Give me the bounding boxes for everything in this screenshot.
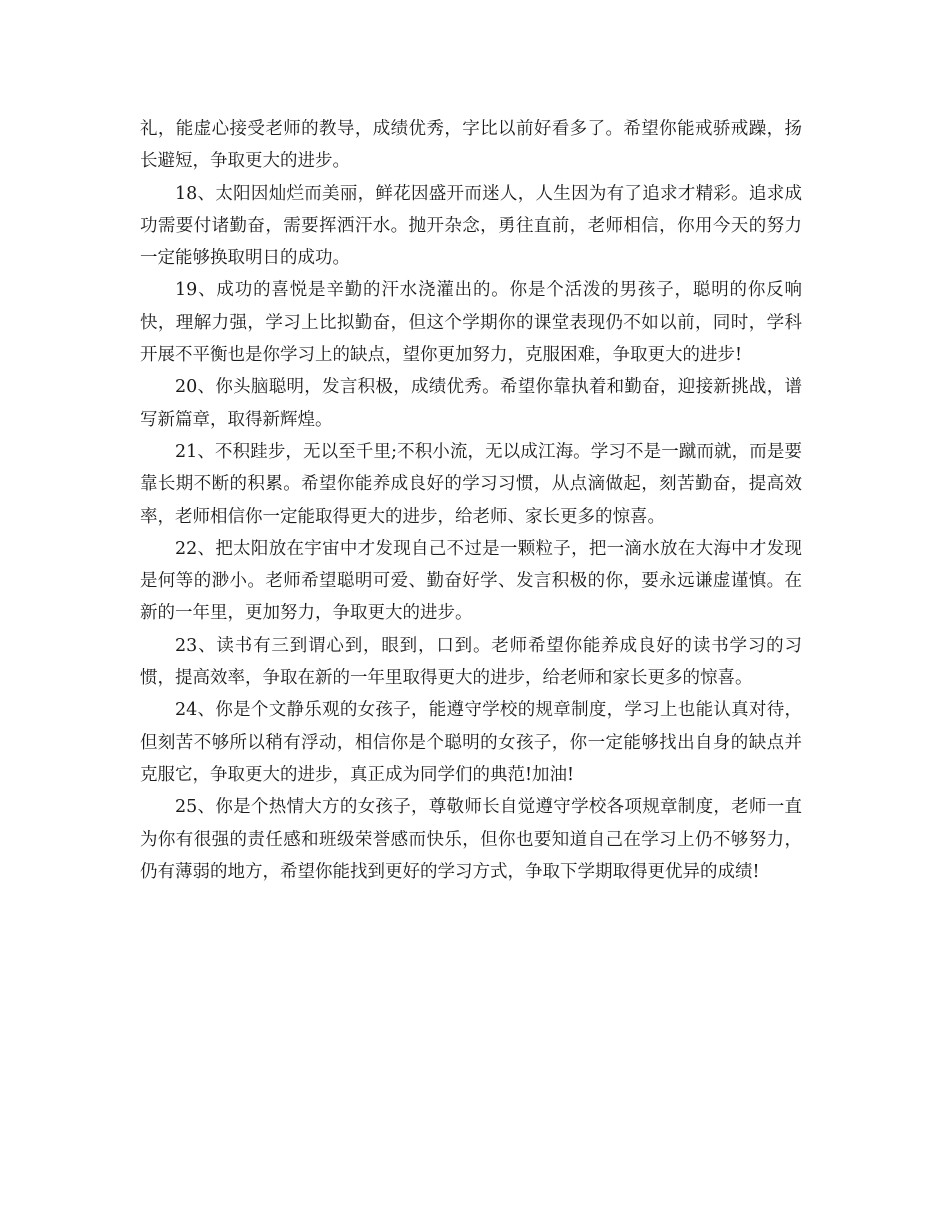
paragraph-continuation: 礼，能虚心接受老师的教导，成绩优秀，字比以前好看多了。希望你能戒骄戒躁，扬长避短，争取更大的进步。: [140, 119, 802, 172]
paragraph-20: 20、你头脑聪明，发言积极，成绩优秀。希望你靠执着和勤奋，迎接新挑战，谱写新篇章，取得新辉煌。: [140, 377, 802, 430]
paragraph-25: 25、你是个热情大方的女孩子，尊敬师长自觉遵守学校各项规章制度，老师一直为你有很强的责任感和班级荣誉感而快乐，但你也要知道自己在学习上仍不够努力，仍有薄弱的地方，希望你能找到更好的学习方式，争取下学期取得更优异的成绩!: [140, 797, 802, 882]
paragraph-23: 23、读书有三到谓心到，眼到，口到。老师希望你能养成良好的读书学习的习惯，提高效率，争取在新的一年里取得更大的进步，给老师和家长更多的惊喜。: [140, 635, 802, 689]
paragraph-21: 21、不积跬步，无以至千里;不积小流，无以成江海。学习不是一蹴而就，而是要靠长期不断的积累。希望你能养成良好的学习习惯，从点滴做起，刻苦勤奋，提高效率，老师相信你一定能取得更大的进步，给老师、家长更多的惊喜。: [140, 441, 802, 527]
paragraph-19: 19、成功的喜悦是辛勤的汗水浇灌出的。你是个活泼的男孩子，聪明的你反响快，理解力强，学习上比拟勤奋，但这个学期你的课堂表现仍不如以前，同时，学科开展不平衡也是你学习上的缺点，望你更加努力，克服困难，争取更大的进步!: [140, 280, 802, 366]
paragraph-24: 24、你是个文静乐观的女孩子，能遵守学校的规章制度，学习上也能认真对待，但刻苦不够所以稍有浮动，相信你是个聪明的女孩子，你一定能够找出自身的缺点并克服它，争取更大的进步，真正成为同学们的典范!加油!: [140, 700, 802, 785]
paragraph-22: 22、把太阳放在宇宙中才发现自己不过是一颗粒子，把一滴水放在大海中才发现是何等的渺小。老师希望聪明可爱、勤奋好学、发言积极的你，要永远谦虚谨慎。在新的一年里，更加努力，争取更大的进步。: [140, 538, 802, 624]
document-body: [140, 113, 802, 888]
paragraph-18: 18、太阳因灿烂而美丽，鲜花因盛开而迷人，人生因为有了追求才精彩。追求成功需要付诸勤奋，需要挥洒汗水。抛开杂念，勇往直前，老师相信，你用今天的努力一定能够换取明日的成功。: [140, 183, 802, 269]
